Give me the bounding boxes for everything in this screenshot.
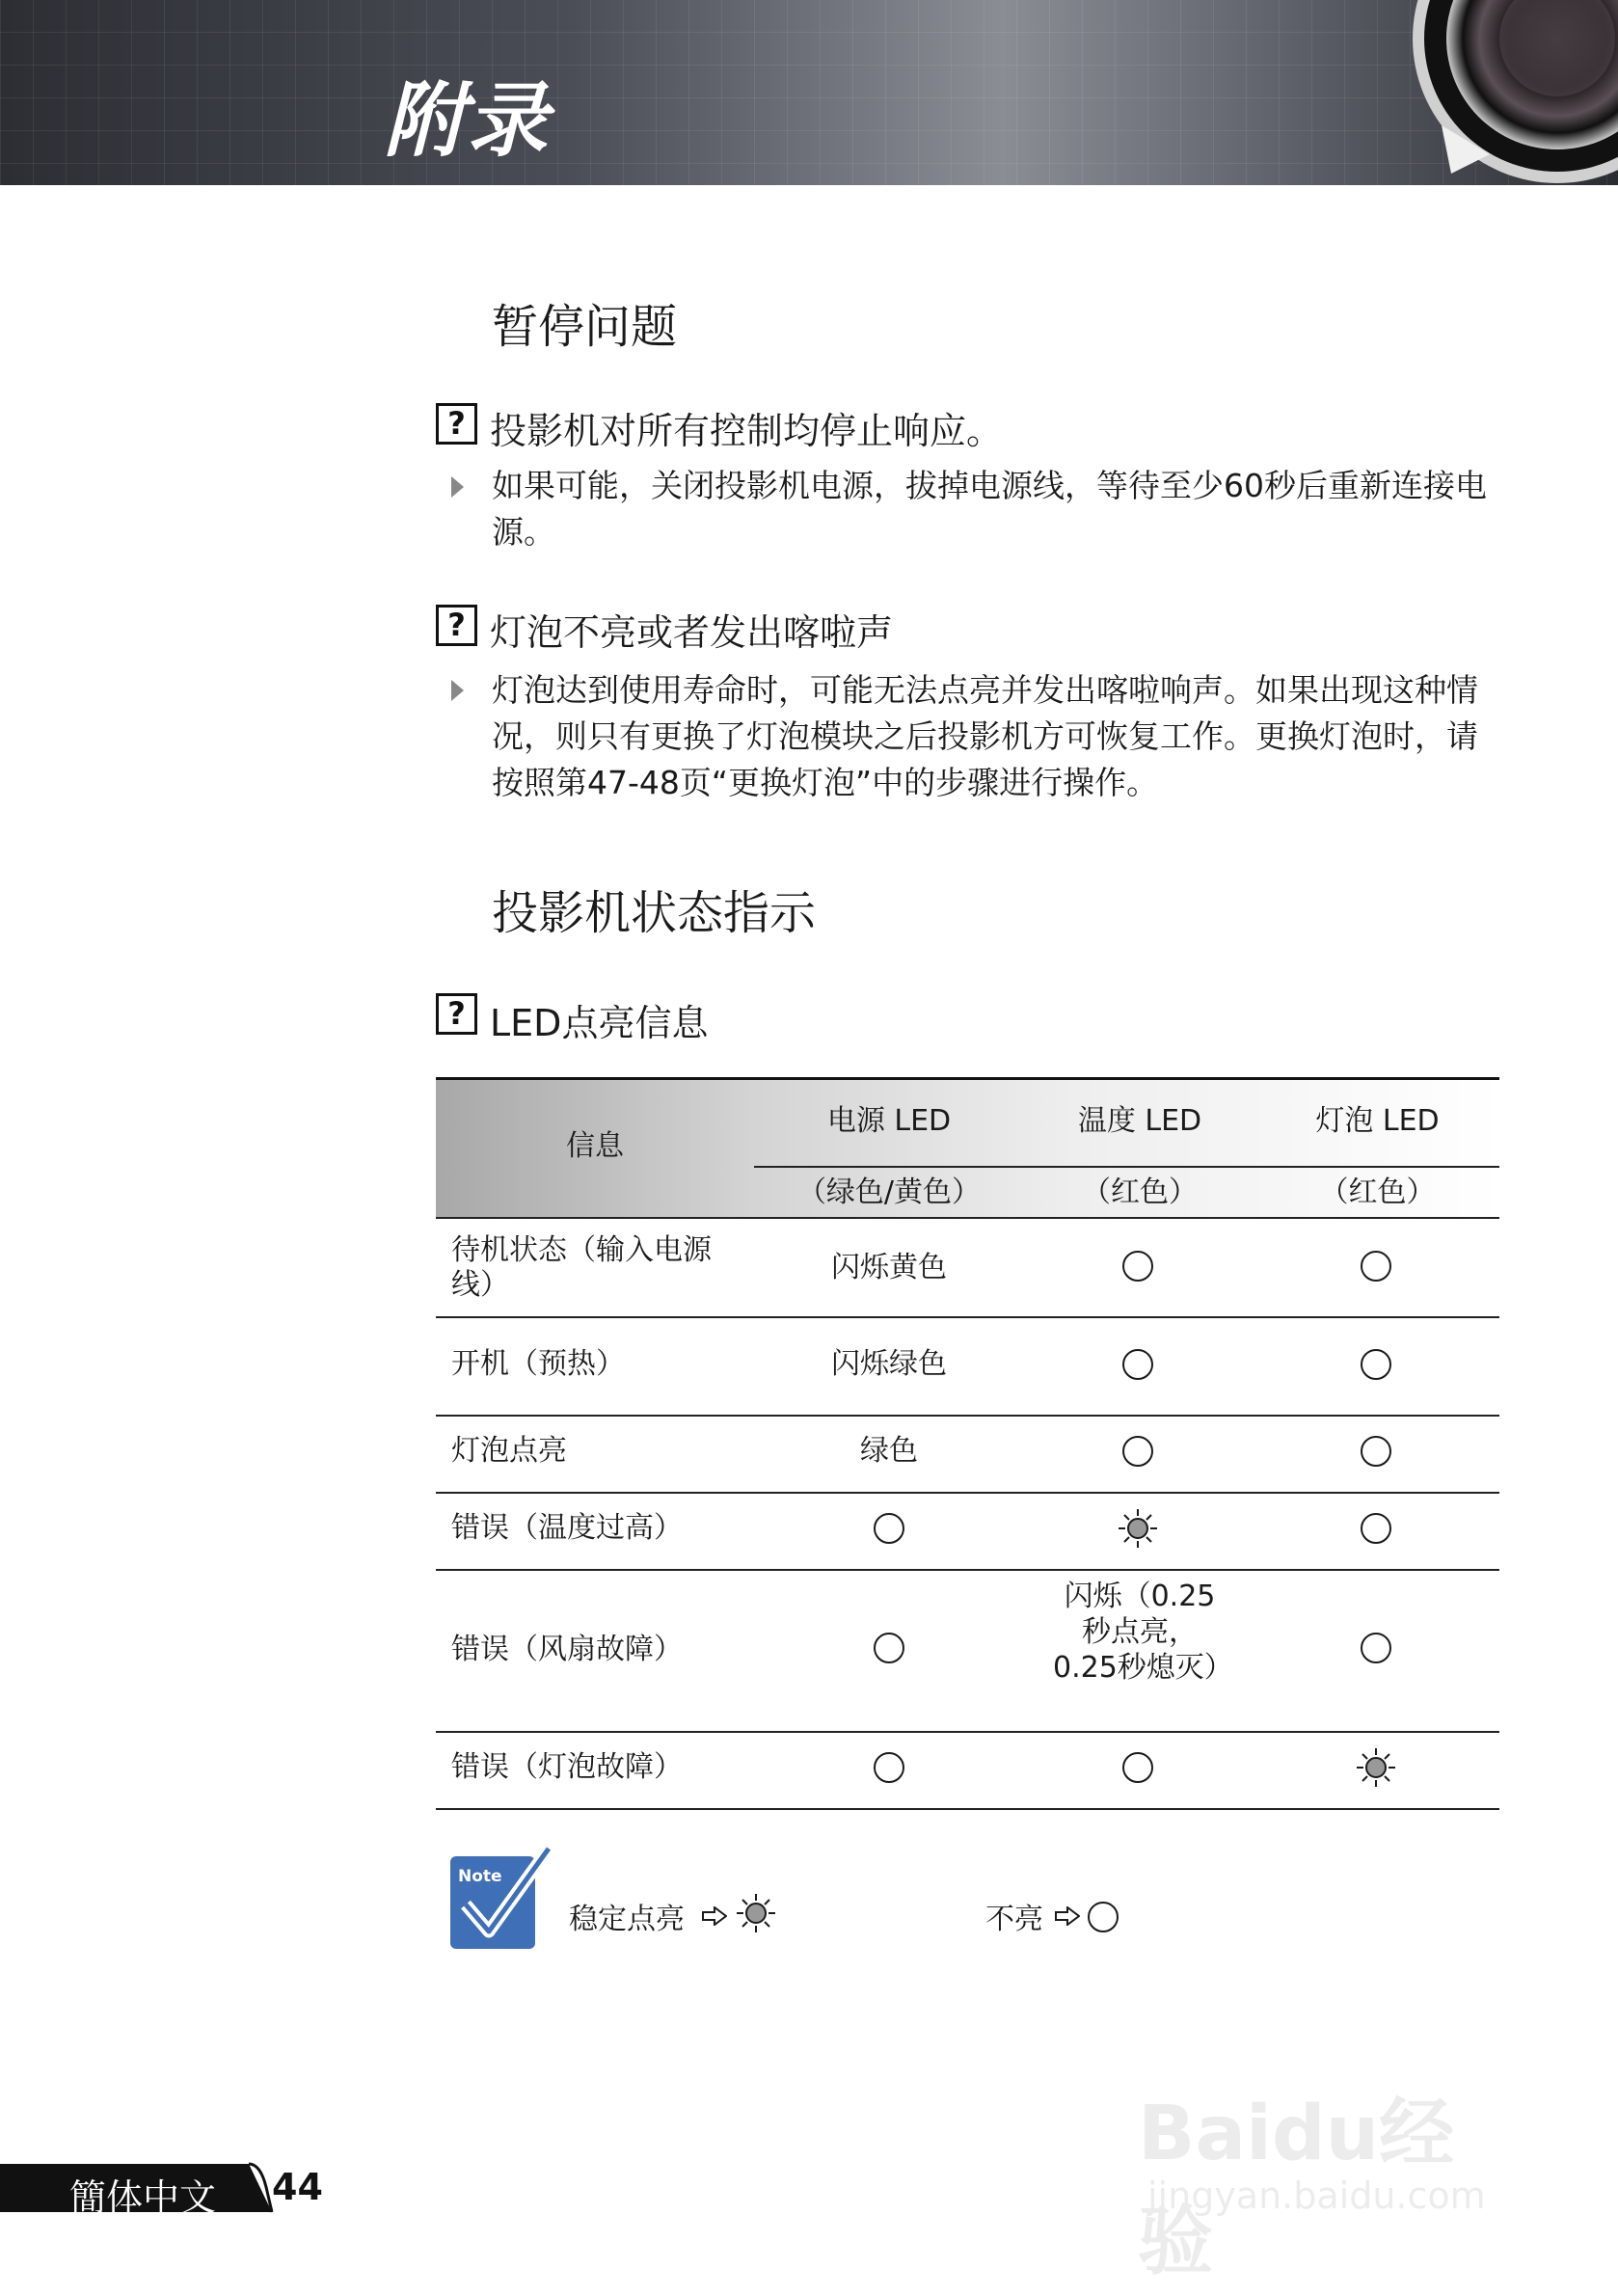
projector-lens-icon: [1384, 0, 1618, 185]
circle-icon: [1361, 1633, 1391, 1663]
table-subheader-lamp: （红色）: [1319, 1175, 1436, 1209]
section-title-pause: 暂停问题: [492, 300, 678, 354]
sun-icon: [1117, 1507, 1159, 1550]
legend-off-label: 不亮: [985, 1903, 1043, 1936]
table-row-info: 灯泡点亮: [451, 1434, 567, 1468]
table-row-temp: 闪烁（0.25秒点亮，0.25秒熄灭）: [1053, 1580, 1233, 1685]
table-rule: [436, 1316, 1499, 1318]
circle-icon: [1122, 1251, 1153, 1282]
watermark-logo: Baidu经验: [1138, 2091, 1455, 2285]
circle-icon: [1361, 1251, 1391, 1282]
footer-language: 簡体中文: [69, 2176, 217, 2219]
page-number: 44: [272, 2166, 323, 2208]
table-row-power: 绿色: [860, 1434, 918, 1468]
table-subheader-temp: （红色）: [1082, 1175, 1198, 1209]
page-title: 附录: [384, 73, 551, 168]
circle-icon: [874, 1513, 904, 1544]
table-rule: [436, 1217, 1499, 1219]
table-row-info: 待机状态（输入电源线）: [451, 1233, 712, 1302]
table-rule: [754, 1166, 1499, 1168]
table-row-info: 开机（预热）: [451, 1347, 625, 1381]
baidu-watermark: [1138, 2035, 1524, 2285]
question-text: 灯泡不亮或者发出喀啦声: [490, 611, 894, 654]
note-checkmark-icon: [448, 1845, 554, 1953]
arrow-right-icon: [702, 1906, 727, 1926]
circle-icon: [1122, 1349, 1153, 1380]
circle-icon: [1088, 1902, 1119, 1932]
answer-text: 灯泡达到使用寿命时，可能无法点亮并发出喀啦响声。如果出现这种情况，则只有更换了灯泡模块之后投影机方可恢复工作。更换灯泡时，请按照第47-48页“更换灯泡”中的步骤进行操作。: [492, 671, 1478, 801]
table-row-power: 闪烁绿色: [831, 1347, 947, 1381]
circle-icon: [1361, 1513, 1391, 1544]
question-box-icon: ?: [436, 605, 477, 646]
table-rule: [436, 1569, 1499, 1571]
table-header-temp: 温度 LED: [1077, 1104, 1202, 1138]
table-rule: [436, 1808, 1499, 1810]
table-rule: [436, 1731, 1499, 1733]
circle-icon: [1361, 1436, 1391, 1467]
circle-icon: [1361, 1349, 1391, 1380]
arrow-right-icon: [1055, 1906, 1080, 1926]
circle-icon: [1122, 1752, 1153, 1783]
circle-icon: [874, 1633, 904, 1663]
triangle-bullet-icon: [451, 680, 464, 701]
legend-steady-label: 稳定点亮: [569, 1903, 685, 1936]
triangle-bullet-icon: [451, 476, 464, 498]
table-header-power: 电源 LED: [826, 1104, 952, 1138]
table-row-info: 错误（灯泡故障）: [451, 1750, 683, 1784]
section-title-status: 投影机状态指示: [492, 886, 817, 940]
answer-text: 如果可能，关闭投影机电源，拔掉电源线，等待至少60秒后重新连接电源。: [492, 467, 1487, 551]
table-rule: [436, 1492, 1499, 1494]
circle-icon: [874, 1752, 904, 1783]
table-row-info: 错误（风扇故障）: [451, 1633, 683, 1666]
circle-icon: [1122, 1436, 1153, 1467]
note-badge-label: Note: [458, 1867, 502, 1886]
table-row-power: 闪烁黄色: [831, 1251, 947, 1284]
question-box-icon: ?: [436, 993, 477, 1035]
table-header-lamp: 灯泡 LED: [1315, 1104, 1440, 1138]
question-text: 投影机对所有控制均停止响应。: [490, 410, 1004, 452]
watermark-url: jingyan.baidu.com: [1147, 2174, 1486, 2217]
table-rule: [436, 1415, 1499, 1417]
question-text: LED点亮信息: [490, 1002, 709, 1044]
sun-icon: [735, 1892, 777, 1934]
question-box-icon: ?: [436, 403, 477, 445]
table-subheader-power: （绿色/黄色）: [796, 1175, 982, 1209]
table-rule: [436, 1077, 1499, 1080]
sun-icon: [1355, 1746, 1397, 1789]
header-banner: [0, 0, 1618, 185]
table-row-info: 错误（温度过高）: [451, 1511, 683, 1545]
table-header-info: 信息: [566, 1129, 624, 1163]
